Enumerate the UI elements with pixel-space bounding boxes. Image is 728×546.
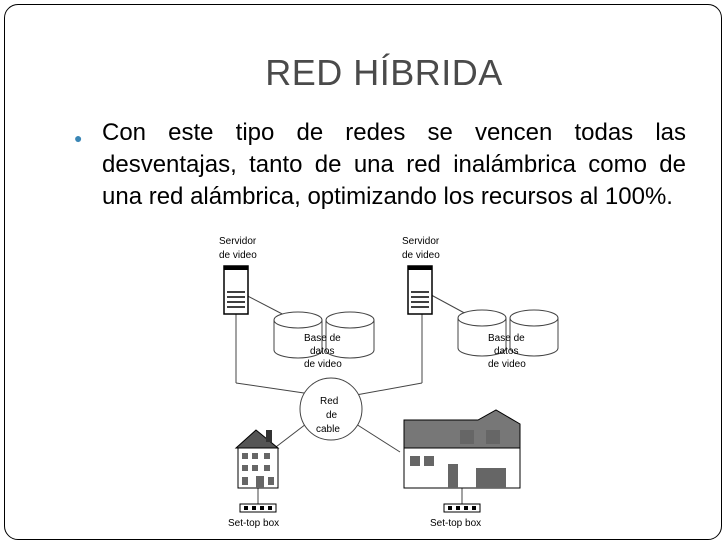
db-right-label-1: Base de xyxy=(488,333,525,344)
bullet-text: Con este tipo de redes se vencen todas las desventajas, tanto de una red inalámbrica como de una red alámbrica, optimizando los recursos al 100%. xyxy=(102,119,686,210)
cable-label-3: cable xyxy=(316,424,340,435)
server-right-label-2: de video xyxy=(402,250,440,261)
server-left-label-1: Servidor xyxy=(219,236,257,247)
server-right-label-1: Servidor xyxy=(402,236,440,247)
settop-right-label: Set-top box xyxy=(430,518,482,529)
bullet-icon: ● xyxy=(74,130,83,146)
settop-left-label: Set-top box xyxy=(228,518,280,529)
db-right-label-3: de video xyxy=(488,359,526,370)
video-server-left-icon xyxy=(224,266,248,314)
db-left-label-1: Base de xyxy=(304,333,341,344)
db-left-label-2: datos xyxy=(310,346,335,357)
cable-label-1: Red xyxy=(320,396,339,407)
slide-title: RED HÍBRIDA xyxy=(265,52,503,93)
server-left-label-2: de video xyxy=(219,250,257,261)
video-server-right-icon xyxy=(408,266,432,314)
set-top-box-right-icon xyxy=(444,504,480,512)
cable-label-2: de xyxy=(326,410,338,421)
db-right-label-2: datos xyxy=(494,346,519,357)
house-right-icon xyxy=(404,410,520,488)
set-top-box-left-icon xyxy=(240,504,276,512)
db-left-label-3: de video xyxy=(304,359,342,370)
house-left-icon xyxy=(236,430,278,488)
